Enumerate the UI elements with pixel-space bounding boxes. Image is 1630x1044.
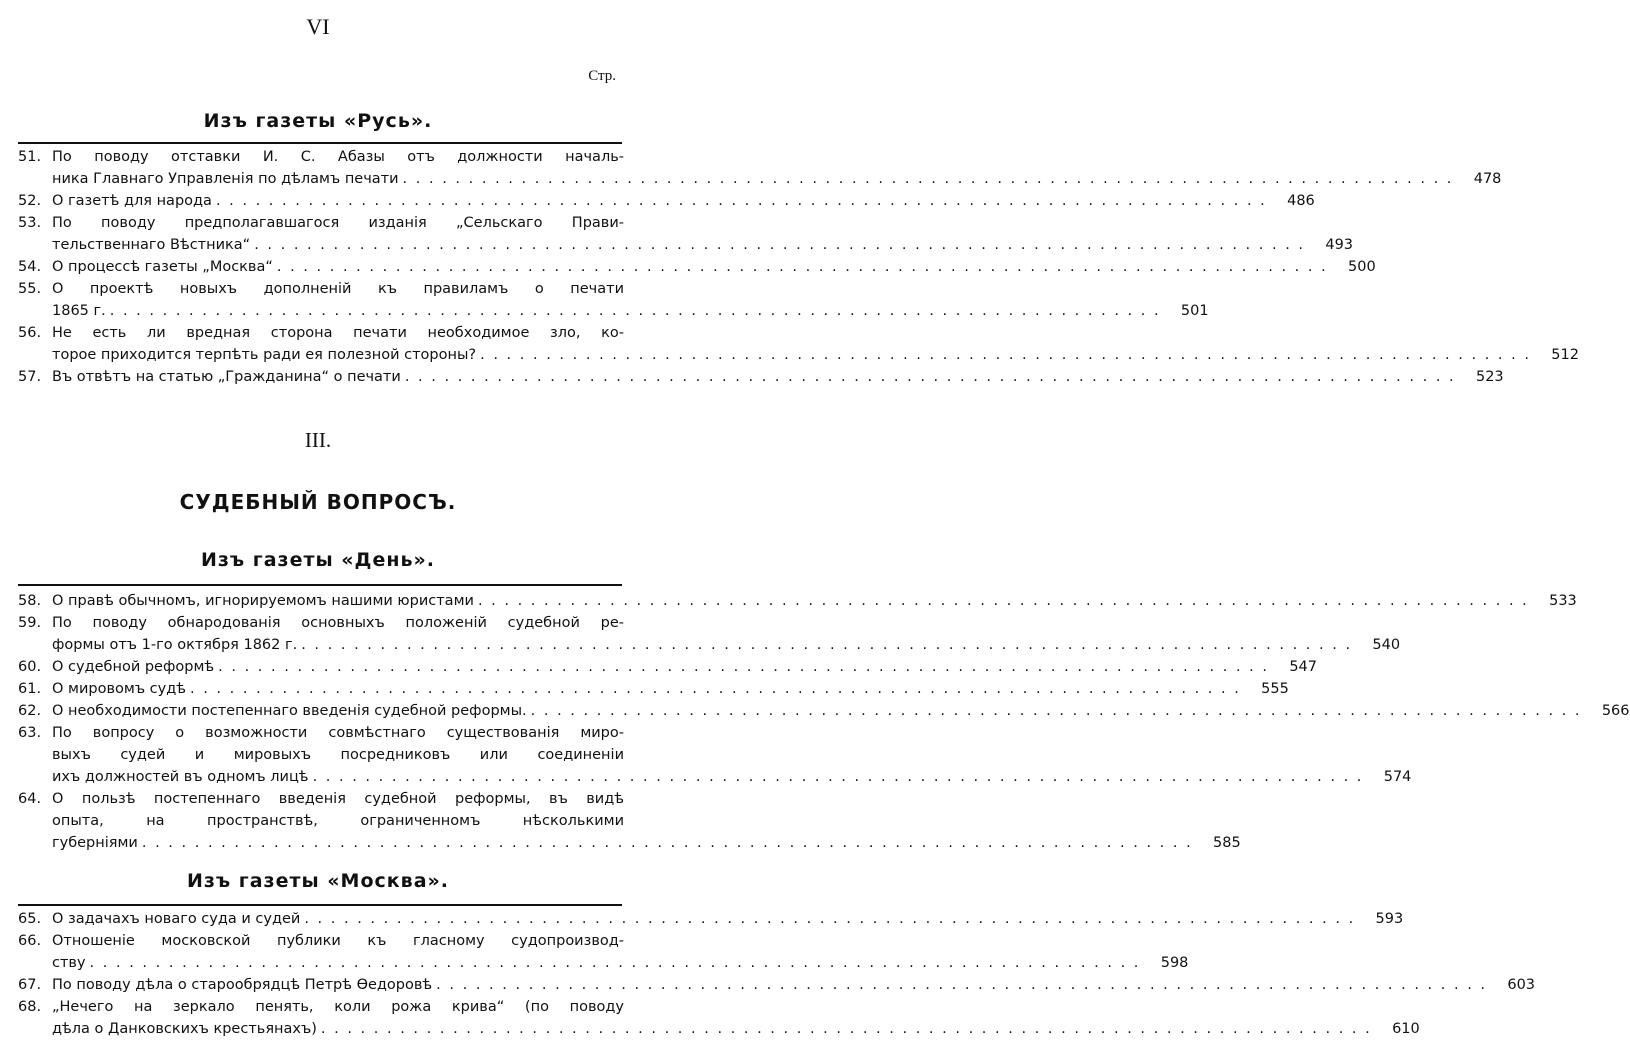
toc-entry bbox=[18, 278, 1209, 322]
toc-entry-line bbox=[18, 788, 624, 810]
entry-page-number: 585 bbox=[1213, 835, 1241, 851]
toc-entry bbox=[18, 590, 1577, 612]
toc-list-moskva bbox=[18, 908, 1536, 1040]
toc-entry-line bbox=[18, 344, 1579, 366]
toc-entry-line bbox=[18, 190, 1315, 212]
entry-title: „Нечего на зеркало пенять, коли рожа крива“ (по поводу bbox=[52, 999, 624, 1015]
entry-page-number: 610 bbox=[1392, 1021, 1420, 1037]
entry-title: 1865 г. bbox=[52, 303, 106, 319]
entry-page-number: 598 bbox=[1160, 955, 1189, 971]
section-heading-rus: Изъ газеты «Русь». bbox=[203, 110, 433, 132]
entry-page-number: 547 bbox=[1289, 659, 1317, 675]
toc-entry-line bbox=[18, 1018, 1420, 1040]
toc-entry bbox=[18, 996, 1420, 1040]
entry-page-number: 486 bbox=[1287, 193, 1315, 209]
toc-entry-line bbox=[18, 300, 1209, 322]
toc-entry bbox=[18, 908, 1404, 930]
leader-dots: . . . . . . . . . . . . . . . . . . . . . . . . . . . . . . . . . . . . . . . . . . . . . . . . . . . . . . . . . . . . . . . . . . . . . . . . . . . . . . . . bbox=[89, 955, 1141, 971]
toc-entry-line bbox=[18, 612, 624, 634]
entry-title: По поводу отставки И. С. Абазы отъ должности началь- bbox=[52, 149, 624, 165]
toc-entry-line bbox=[18, 212, 624, 234]
leader-dots: . . . . . . . . . . . . . . . . . . . . . . . . . . . . . . . . . . . . . . . . . . . . . . . . . . . . . . . . . . . . . . . . . . . . . . . . . . . . . . . . bbox=[312, 769, 1364, 785]
leader-dots: . . . . . . . . . . . . . . . . . . . . . . . . . . . . . . . . . . . . . . . . . . . . . . . . . . . . . . . . . . . . . . . . . . . . . . . . . . . . . . . . bbox=[215, 193, 1267, 209]
entry-title: Не есть ли вредная сторона печати необходимое зло, ко- bbox=[52, 325, 624, 341]
entry-number: 52. bbox=[18, 193, 42, 209]
toc-entry bbox=[18, 366, 1504, 388]
entry-page-number: 533 bbox=[1549, 593, 1577, 609]
entry-title: О газетѣ для народа bbox=[52, 193, 212, 209]
leader-dots: . . . . . . . . . . . . . . . . . . . . . . . . . . . . . . . . . . . . . . . . . . . . . . . . . . . . . . . . . . . . . . . . . . . . . . . . . . . . . . . . bbox=[254, 237, 1306, 253]
toc-entry-line bbox=[18, 168, 1502, 190]
toc-entry bbox=[18, 190, 1315, 212]
entry-number: 62. bbox=[18, 703, 42, 719]
entry-title: О правѣ обычномъ, игнорируемомъ нашими юристами bbox=[52, 593, 474, 609]
entry-number: 58. bbox=[18, 593, 42, 609]
entry-title: выхъ судей и мировыхъ посредниковъ или соединеніи bbox=[52, 747, 624, 763]
section-heading-den: Изъ газеты «День». bbox=[200, 549, 436, 571]
entry-page-number: 555 bbox=[1261, 681, 1289, 697]
toc-entry bbox=[18, 788, 1241, 854]
toc-entry-line bbox=[18, 590, 1577, 612]
entry-title: формы отъ 1-го октября 1862 г. bbox=[52, 637, 298, 653]
entry-title: По вопросу о возможности совмѣстнаго существованія миро- bbox=[52, 725, 624, 741]
entry-title: О пользѣ постепеннаго введенія судебной реформы, въ видѣ bbox=[52, 791, 624, 807]
entry-number: 67. bbox=[18, 977, 42, 993]
toc-entry bbox=[18, 322, 1579, 366]
entry-title: губерніями bbox=[52, 835, 138, 851]
entry-number: 60. bbox=[18, 659, 42, 675]
toc-entry bbox=[18, 974, 1536, 996]
entry-title: О процессѣ газеты „Москва“ bbox=[52, 259, 273, 275]
entry-page-number: 540 bbox=[1372, 637, 1401, 653]
toc-entry bbox=[18, 212, 1354, 256]
entry-number: 53. bbox=[18, 215, 42, 231]
toc-entry-line bbox=[18, 996, 624, 1018]
entry-number: 57. bbox=[18, 369, 42, 385]
part-number: III. bbox=[304, 428, 332, 452]
toc-entry-line bbox=[18, 722, 624, 744]
entry-number: 56. bbox=[18, 325, 42, 341]
entry-number: 63. bbox=[18, 725, 42, 741]
leader-dots: . . . . . . . . . . . . . . . . . . . . . . . . . . . . . . . . . . . . . . . . . . . . . . . . . . . . . . . . . . . . . . . . . . . . . . . . . . . . . . . . bbox=[530, 703, 1582, 719]
entry-title: тельственнаго Вѣстника“ bbox=[52, 237, 251, 253]
toc-entry-line bbox=[18, 234, 1354, 256]
entry-number: 64. bbox=[18, 791, 42, 807]
toc-entry bbox=[18, 678, 1289, 700]
toc-entry-line bbox=[18, 974, 1536, 996]
page-number: VI bbox=[306, 14, 330, 39]
entry-title: опыта, на пространствѣ, ограниченномъ нѣсколькими bbox=[52, 813, 624, 829]
section-rule bbox=[18, 142, 622, 144]
entry-page-number: 493 bbox=[1325, 237, 1354, 253]
toc-entry-line bbox=[18, 634, 1401, 656]
toc-entry bbox=[18, 930, 1189, 974]
leader-dots: . . . . . . . . . . . . . . . . . . . . . . . . . . . . . . . . . . . . . . . . . . . . . . . . . . . . . . . . . . . . . . . . . . . . . . . . . . . . . . . . bbox=[141, 835, 1193, 851]
section-heading-moskva: Изъ газеты «Москва». bbox=[186, 870, 450, 892]
entry-number: 59. bbox=[18, 615, 42, 631]
leader-dots: . . . . . . . . . . . . . . . . . . . . . . . . . . . . . . . . . . . . . . . . . . . . . . . . . . . . . . . . . . . . . . . . . . . . . . . . . . . . . . . . bbox=[320, 1021, 1372, 1037]
entry-number: 68. bbox=[18, 999, 42, 1015]
page-column-label: Стр. bbox=[588, 68, 616, 84]
entry-title: О необходимости постепеннаго введенія судебной реформы. bbox=[52, 703, 527, 719]
entry-page-number: 566 bbox=[1601, 703, 1630, 719]
entry-title: О мировомъ судѣ bbox=[52, 681, 186, 697]
entry-title: торое приходится терпѣть ради ея полезной стороны? bbox=[52, 347, 477, 363]
leader-dots: . . . . . . . . . . . . . . . . . . . . . . . . . . . . . . . . . . . . . . . . . . . . . . . . . . . . . . . . . . . . . . . . . . . . . . . . . . . . . . . . bbox=[304, 911, 1356, 927]
leader-dots: . . . . . . . . . . . . . . . . . . . . . . . . . . . . . . . . . . . . . . . . . . . . . . . . . . . . . . . . . . . . . . . . . . . . . . . . . . . . . . . . bbox=[301, 637, 1353, 653]
toc-entry bbox=[18, 256, 1376, 278]
section-rule bbox=[18, 904, 622, 906]
toc-entry-line bbox=[18, 256, 1376, 278]
entry-title: ихъ должностей въ одномъ лицѣ bbox=[52, 769, 309, 785]
leader-dots: . . . . . . . . . . . . . . . . . . . . . . . . . . . . . . . . . . . . . . . . . . . . . . . . . . . . . . . . . . . . . . . . . . . . . . . . . . . . . . . . bbox=[436, 977, 1488, 993]
toc-entry bbox=[18, 612, 1401, 656]
toc-entry-line bbox=[18, 908, 1404, 930]
entry-title: Отношеніе московской публики къ гласному судопроизвод- bbox=[52, 933, 624, 949]
toc-list-den bbox=[18, 590, 1630, 854]
toc-entry-line bbox=[18, 810, 624, 832]
toc-entry-line bbox=[18, 656, 1317, 678]
entry-title: О проектѣ новыхъ дополненій къ правиламъ о печати bbox=[52, 281, 624, 297]
part-title: СУДЕБНЫЙ ВОПРОСЪ. bbox=[179, 490, 457, 514]
leader-dots: . . . . . . . . . . . . . . . . . . . . . . . . . . . . . . . . . . . . . . . . . . . . . . . . . . . . . . . . . . . . . . . . . . . . . . . . . . . . . . . . bbox=[402, 171, 1454, 187]
leader-dots: . . . . . . . . . . . . . . . . . . . . . . . . . . . . . . . . . . . . . . . . . . . . . . . . . . . . . . . . . . . . . . . . . . . . . . . . . . . . . . . . bbox=[218, 659, 1269, 675]
entry-page-number: 523 bbox=[1475, 369, 1504, 385]
entry-title: О судебной реформѣ bbox=[52, 659, 215, 675]
entry-title: дѣла о Данковскихъ крестьянахъ) bbox=[52, 1021, 317, 1037]
entry-number: 51. bbox=[18, 149, 42, 165]
leader-dots: . . . . . . . . . . . . . . . . . . . . . . . . . . . . . . . . . . . . . . . . . . . . . . . . . . . . . . . . . . . . . . . . . . . . . . . . . . . . . . . . bbox=[190, 681, 1241, 697]
entry-page-number: 512 bbox=[1551, 347, 1579, 363]
entry-title: По поводу предполагавшагося изданія „Сельскаго Прави- bbox=[52, 215, 624, 231]
leader-dots: . . . . . . . . . . . . . . . . . . . . . . . . . . . . . . . . . . . . . . . . . . . . . . . . . . . . . . . . . . . . . . . . . . . . . . . . . . . . . . . . bbox=[404, 369, 1456, 385]
entry-title: По поводу обнародованія основныхъ положеній судебной ре- bbox=[52, 615, 624, 631]
toc-entry bbox=[18, 722, 1412, 788]
toc-entry bbox=[18, 700, 1630, 722]
toc-entry bbox=[18, 656, 1317, 678]
leader-dots: . . . . . . . . . . . . . . . . . . . . . . . . . . . . . . . . . . . . . . . . . . . . . . . . . . . . . . . . . . . . . . . . . . . . . . . . . . . . . . . . bbox=[276, 259, 1328, 275]
entry-number: 66. bbox=[18, 933, 42, 949]
toc-entry-line bbox=[18, 366, 1504, 388]
entry-title: Въ отвѣтъ на статью „Гражданина“ о печати bbox=[52, 369, 401, 385]
leader-dots: . . . . . . . . . . . . . . . . . . . . . . . . . . . . . . . . . . . . . . . . . . . . . . . . . . . . . . . . . . . . . . . . . . . . . . . . . . . . . . . . bbox=[477, 593, 1529, 609]
entry-page-number: 501 bbox=[1180, 303, 1209, 319]
toc-entry-line bbox=[18, 322, 624, 344]
toc-entry bbox=[18, 146, 1502, 190]
toc-entry-line bbox=[18, 146, 624, 168]
entry-title: О задачахъ новаго суда и судей bbox=[52, 911, 301, 927]
toc-entry-line bbox=[18, 278, 624, 300]
entry-page-number: 500 bbox=[1348, 259, 1376, 275]
entry-page-number: 574 bbox=[1383, 769, 1412, 785]
toc-entry-line bbox=[18, 952, 1189, 974]
toc-list-rus bbox=[18, 146, 1579, 388]
entry-title: ника Главнаго Управленія по дѣламъ печати bbox=[52, 171, 399, 187]
toc-entry-line bbox=[18, 832, 1241, 854]
toc-entry-line bbox=[18, 930, 624, 952]
leader-dots: . . . . . . . . . . . . . . . . . . . . . . . . . . . . . . . . . . . . . . . . . . . . . . . . . . . . . . . . . . . . . . . . . . . . . . . . . . . . . . . . bbox=[480, 347, 1531, 363]
leader-dots: . . . . . . . . . . . . . . . . . . . . . . . . . . . . . . . . . . . . . . . . . . . . . . . . . . . . . . . . . . . . . . . . . . . . . . . . . . . . . . . . bbox=[109, 303, 1161, 319]
entry-number: 55. bbox=[18, 281, 42, 297]
entry-title: ству bbox=[52, 955, 86, 971]
toc-entry-line bbox=[18, 744, 624, 766]
entry-number: 61. bbox=[18, 681, 42, 697]
entry-page-number: 603 bbox=[1507, 977, 1536, 993]
entry-page-number: 593 bbox=[1375, 911, 1404, 927]
toc-entry-line bbox=[18, 700, 1630, 722]
toc-entry-line bbox=[18, 766, 1412, 788]
section-rule bbox=[18, 584, 622, 586]
entry-title: По поводу дѣла о старообрядцѣ Петрѣ Ѳедоровѣ bbox=[52, 977, 433, 993]
entry-number: 65. bbox=[18, 911, 42, 927]
entry-number: 54. bbox=[18, 259, 42, 275]
toc-entry-line bbox=[18, 678, 1289, 700]
entry-page-number: 478 bbox=[1473, 171, 1502, 187]
